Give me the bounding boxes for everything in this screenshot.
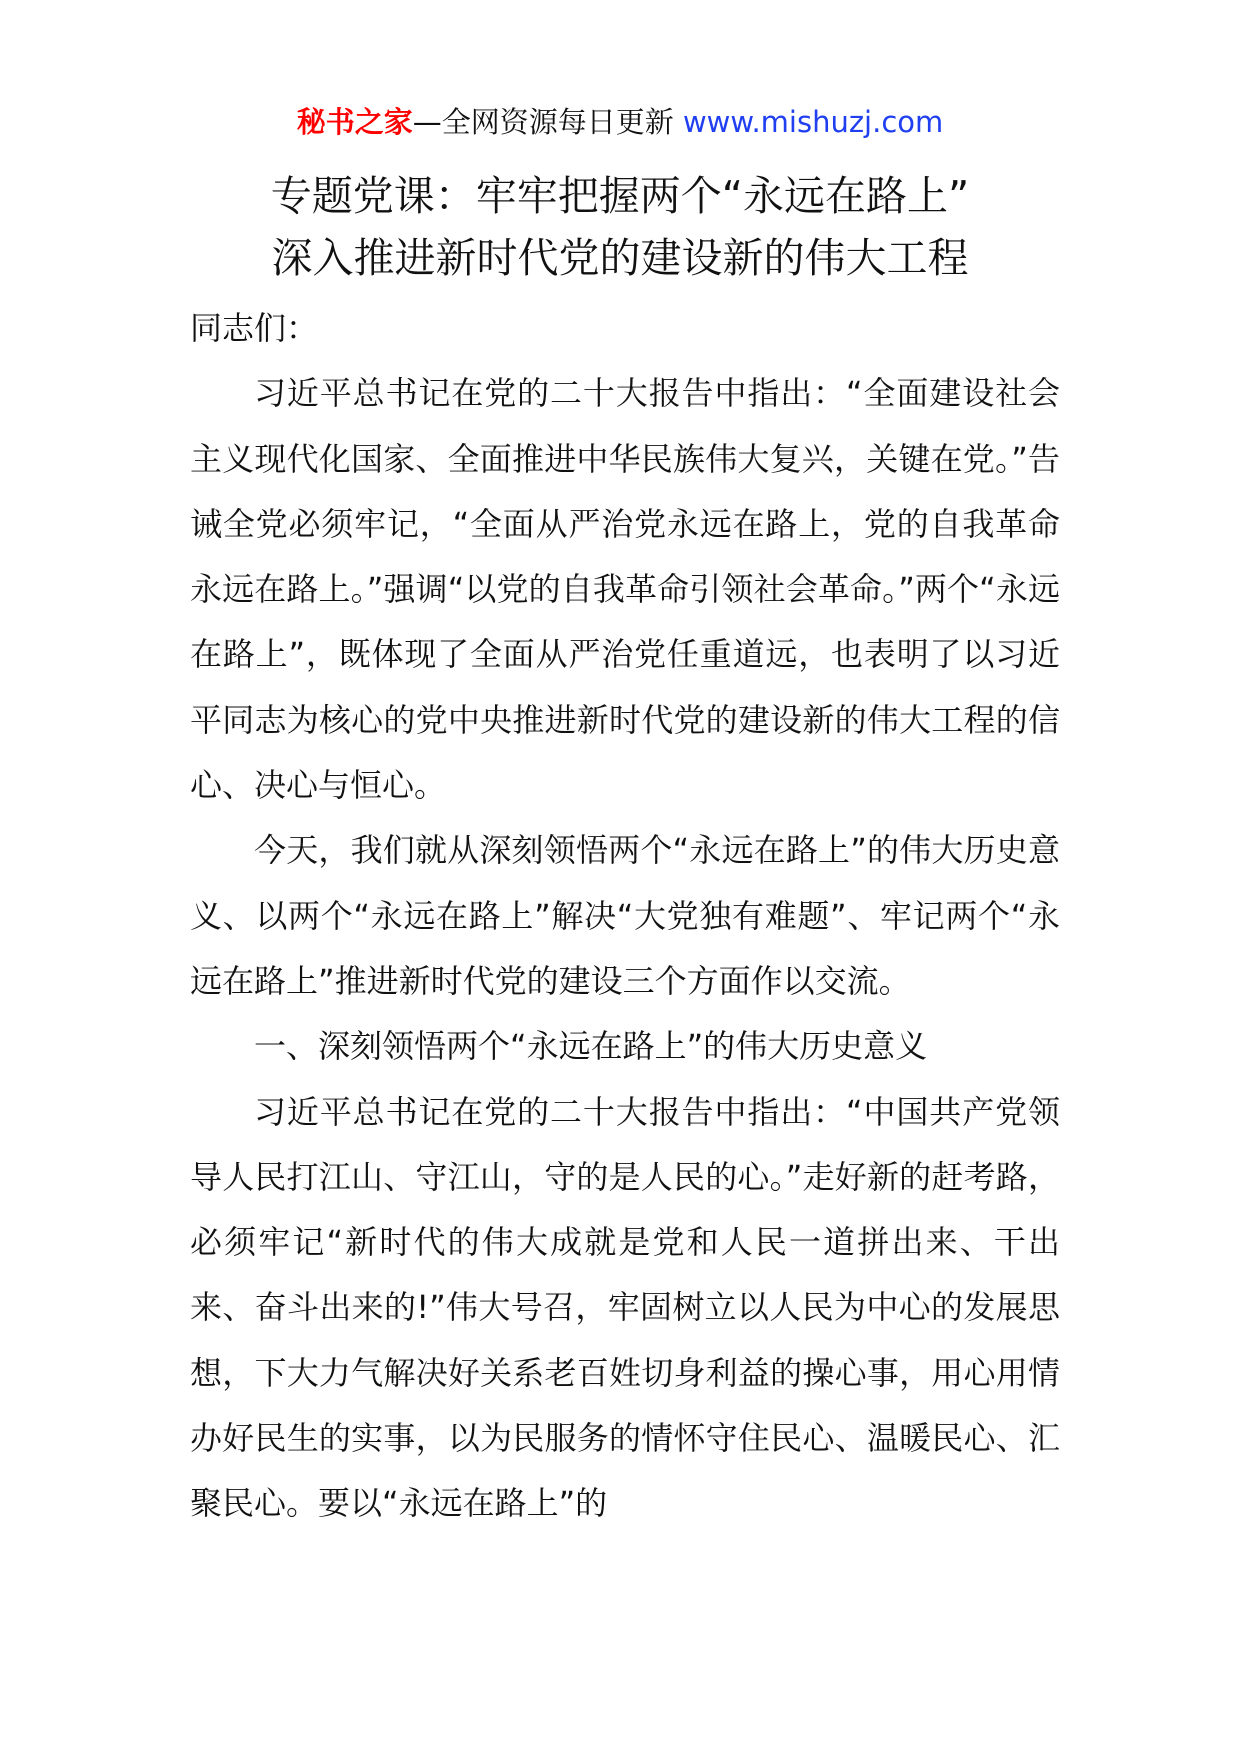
section-heading-1: 一、深刻领悟两个“永远在路上”的伟大历史意义 [254,1027,928,1066]
salutation: 同志们： [190,309,319,347]
brand-name: 秘书之家 [296,105,413,139]
site-url-link[interactable]: www.mishuzj.com [682,105,944,139]
paragraph-2: 今天，我们就从深刻领悟两个“永远在路上”的伟大历史意义、以两个“永远在路上”解决“大党独有难题”、牢记两个“永远在路上”推进新时代党的建设三个方面作以交流。 [190,831,1060,1000]
document-body [190,296,1060,1537]
paragraph-1: 习近平总书记在党的二十大报告中指出：“全面建设社会主义现代化国家、全面推进中华民族伟大复兴，关键在党。”告诫全党必须牢记，“全面从严治党永远在路上，党的自我革命永远在路上。”强调“以党的自我革命引领社会革命。”两个“永远在路上”，既体现了全面从严治党任重道远，也表明了以习近平同志为核心的党中央推进新时代党的建设新的伟大工程的信心、决心与恒心。 [190,374,1060,805]
document-title-line-1: 专题党课：牢牢把握两个“永远在路上” [270,172,970,220]
document-title-line-2: 深入推进新时代党的建设新的伟大工程 [271,234,969,282]
site-header [0,100,1240,144]
paragraph-3: 习近平总书记在党的二十大报告中指出：“中国共产党领导人民打江山、守江山，守的是人民的心。”走好新的赶考路，必须牢记“新时代的伟大成就是党和人民一道拼出来、干出来、奋斗出来的!”伟大号召，牢固树立以人民为中心的发展思想，下大力气解决好关系老百姓切身利益的操心事，用心用情办好民生的实事，以为民服务的情怀守住民心、温暖民心、汇聚民心。要以“永远在路上”的 [190,1092,1060,1523]
header-tagline: —全网资源每日更新 [412,105,674,139]
